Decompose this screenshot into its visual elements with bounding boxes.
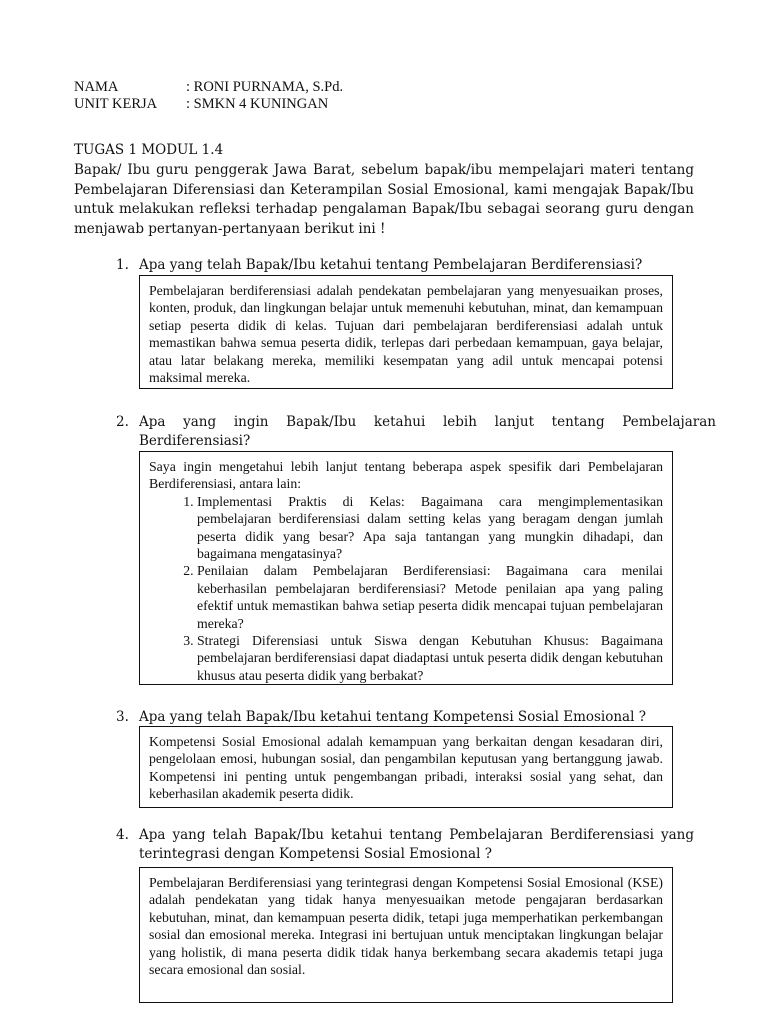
question-number: 3. (116, 709, 129, 725)
answer-box-3 (139, 726, 673, 808)
question-4 (116, 826, 694, 864)
answer-intro: Saya ingin mengetahui lebih lanjut tentang beberapa aspek spesifik dari Pembelajaran Berdiferensiasi, antara lain: (149, 459, 663, 492)
answer-text: Pembelajaran berdiferensiasi adalah pendekatan pembelajaran yang menyesuaikan proses, konten, produk, dan lingkungan belajar untuk memenuhi kebutuhan, minat, dan kemampuan setiap peserta didik di kelas. Tujuan dari pembelajaran berdiferensiasi adalah untuk memastikan bahwa semua peserta didik, terlepas dari perbedaan kemampuan, gaya belajar, atau latar belakang mereka, memiliki kesempatan yang adil untuk mencapai potensi maksimal mereka. (149, 283, 663, 386)
unit-row (74, 96, 328, 113)
question-text: Apa yang telah Bapak/Ibu ketahui tentang Pembelajaran Berdiferensiasi? (139, 257, 643, 273)
answer-box-2 (139, 451, 673, 685)
question-text: Apa yang ingin Bapak/Ibu ketahui lebih lanjut tentang Pembelajaran Berdiferensiasi? (139, 414, 716, 449)
list-item: 3. Strategi Diferensiasi untuk Siswa dengan Kebutuhan Khusus: Bagaimana pembelajaran berdiferensiasi dapat diadaptasi untuk peserta didik dengan kebutuhan khusus atau peserta didik yang berbakat? (197, 632, 663, 684)
question-1 (116, 256, 676, 275)
question-2 (116, 413, 716, 451)
question-number: 1. (116, 257, 129, 273)
task-title: TUGAS 1 MODUL 1.4 (74, 142, 224, 158)
list-item: 1. Implementasi Praktis di Kelas: Bagaimana cara mengimplementasikan pembelajaran berdiferensiasi dalam setting kelas yang beragam dengan jumlah peserta didik yang besar? Apa saja tantangan yang mungkin dihadapi, dan bagaimana mengatasinya? (197, 493, 663, 563)
answer-text: Kompetensi Sosial Emosional adalah kemampuan yang berkaitan dengan kesadaran diri, pengelolaan emosi, hubungan sosial, dan pengambilan keputusan yang bertanggung jawab. Kompetensi ini penting untuk pengembangan pribadi, interaksi sosial yang sehat, dan keberhasilan akademik peserta didik. (149, 734, 663, 802)
list-item: 2. Penilaian dalam Pembelajaran Berdiferensiasi: Bagaimana cara menilai keberhasilan pembelajaran berdiferensiasi? Metode penilaian apa yang paling efektif untuk memastikan bahwa setiap peserta didik mencapai tujuan pembelajaran mereka? (197, 562, 663, 632)
question-number: 4. (116, 827, 129, 843)
question-number: 2. (116, 414, 129, 430)
question-3 (116, 708, 676, 727)
question-text: Apa yang telah Bapak/Ibu ketahui tentang Pembelajaran Berdiferensiasi yang terintegrasi dengan Kompetensi Sosial Emosional ? (139, 827, 694, 862)
answer-text: Pembelajaran Berdiferensiasi yang terintegrasi dengan Kompetensi Sosial Emosional (KSE) adalah pendekatan yang tidak hanya menyesuaikan metode pengajaran berdasarkan kebutuhan, minat, dan kemampuan peserta didik, tetapi juga memperhatikan perkembangan sosial dan emosional mereka. Integrasi ini bertujuan untuk menciptakan lingkungan belajar yang holistik, di mana peserta didik tidak hanya berkembang secara akademis tetapi juga secara emosional dan sosial. (149, 875, 663, 978)
unit-value: : SMKN 4 KUNINGAN (186, 96, 329, 112)
name-label: NAMA (74, 79, 119, 95)
answer-box-1 (139, 275, 673, 389)
name-value: : RONI PURNAMA, S.Pd. (186, 79, 344, 95)
intro-paragraph: Bapak/ Ibu guru penggerak Jawa Barat, sebelum bapak/ibu mempelajari materi tentang Pembelajaran Diferensiasi dan Keterampilan Sosial Emosional, kami mengajak Bapak/Ibu untuk melakukan refleksi terhadap pengalaman Bapak/Ibu sebagai seorang guru dengan menjawab pertanyan-pertanyaan berikut ini ! (74, 162, 694, 237)
name-row (74, 79, 343, 96)
unit-label: UNIT KERJA (74, 96, 158, 112)
question-text: Apa yang telah Bapak/Ibu ketahui tentang Kompetensi Sosial Emosional ? (139, 709, 646, 725)
answer-box-4 (139, 867, 673, 1003)
answer-list (149, 493, 663, 684)
